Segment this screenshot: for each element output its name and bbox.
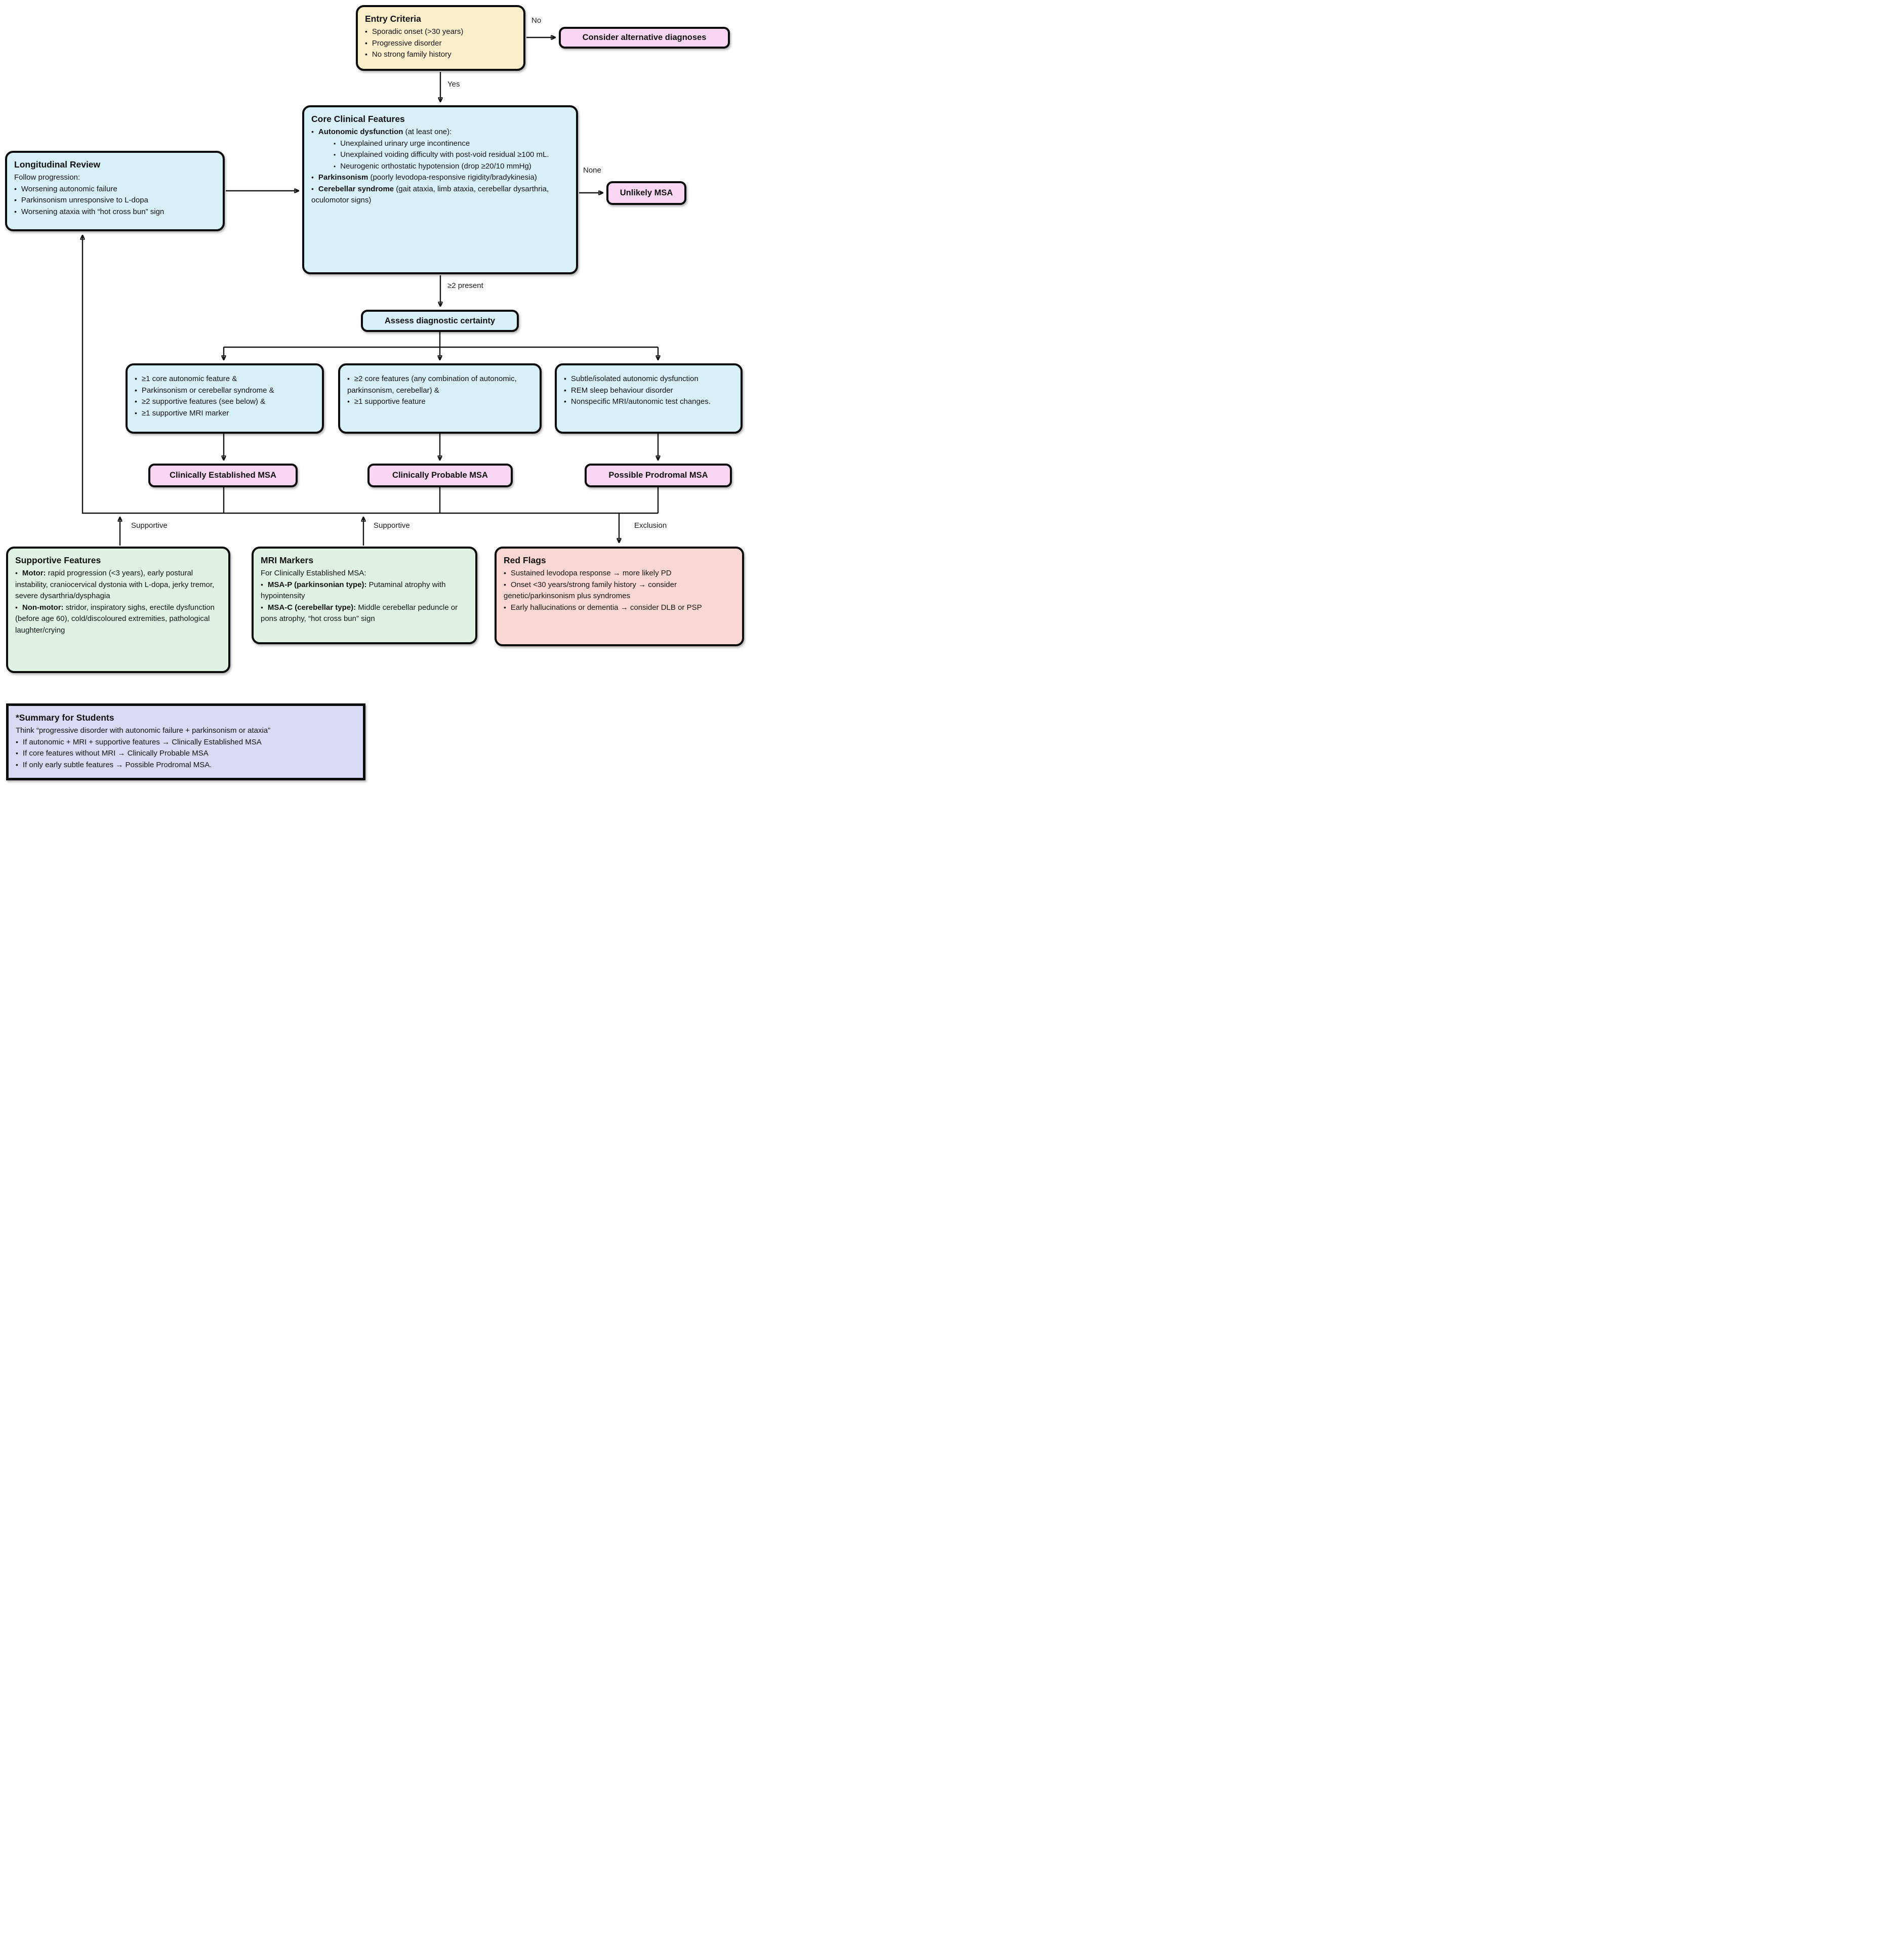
red-flags-box [495,547,744,646]
box-title: Longitudinal Review [14,159,101,170]
box-title: Red Flags [504,555,546,565]
list-item: • Worsening autonomic failure [14,184,216,195]
core-clinical-features-box [302,105,578,274]
entry-criteria-box [356,5,525,71]
box-title: Consider alternative diagnoses [582,33,707,43]
edge-label-supportive-left: Supportive [131,521,168,530]
box-intro: Follow progression: [14,173,80,182]
list-item: • Autonomic dysfunction (at least one): [311,127,569,138]
list-item: • ≥1 supportive feature [347,396,532,408]
possible-prodromal-msa-box [585,464,732,487]
box-intro: For Clinically Established MSA: [261,569,366,578]
assess-diagnostic-certainty-box [361,310,519,332]
list-item: • No strong family history [365,49,516,61]
edge-label-ge2-present: ≥2 present [447,281,483,290]
edge-label-no: No [531,16,542,25]
list-item: • ≥1 core autonomic feature & [135,373,315,385]
mri-markers-box [252,547,477,644]
list-item: • If core features without MRI → Clinically Probable MSA [16,748,356,760]
probable-criteria-box [338,363,542,434]
consider-alternative-diagnoses-box [559,27,730,49]
list-item: • Worsening ataxia with “hot cross bun” sign [14,206,216,218]
list-item: • Neurogenic orthostatic hypotension (drop ≥20/10 mmHg) [311,161,569,173]
list-item: • Parkinsonism or cerebellar syndrome & [135,385,315,397]
prodromal-criteria-box [555,363,743,434]
list-item: • MSA-C (cerebellar type): Middle cerebellar peduncle or pons atrophy, “hot cross bun” sign [261,602,468,625]
list-item: • Parkinsonism (poorly levodopa-responsive rigidity/bradykinesia) [311,172,569,184]
box-title: Unlikely MSA [620,188,673,198]
box-title: Clinically Established MSA [170,471,276,480]
unlikely-msa-box [606,181,686,205]
established-criteria-box [126,363,324,434]
edge-label-supportive-mid: Supportive [374,521,410,530]
summary-for-students-box [6,703,365,780]
list-item: • ≥2 core features (any combination of autonomic, parkinsonism, cerebellar) & [347,373,532,396]
list-item: • Unexplained urinary urge incontinence [311,138,569,150]
list-item: • Unexplained voiding difficulty with post-void residual ≥100 mL. [311,149,569,161]
list-item: • Sustained levodopa response → more likely PD [504,568,735,579]
list-item: • Onset <30 years/strong family history → consider genetic/parkinsonism plus syndromes [504,579,735,602]
edge-label-none: None [583,166,601,175]
list-item: • ≥1 supportive MRI marker [135,408,315,420]
list-item: • Progressive disorder [365,38,516,50]
box-intro: Think “progressive disorder with autonomic failure + parkinsonism or ataxia” [16,726,271,735]
box-title: Entry Criteria [365,14,421,24]
box-title: Core Clinical Features [311,114,405,124]
list-item: • If autonomic + MRI + supportive features → Clinically Established MSA [16,737,356,748]
list-item: • REM sleep behaviour disorder [564,385,733,397]
list-item: • Cerebellar syndrome (gait ataxia, limb ataxia, cerebellar dysarthria, oculomotor signs) [311,184,569,206]
list-item: • Sporadic onset (>30 years) [365,26,516,38]
clinically-established-msa-box [148,464,298,487]
box-title: Possible Prodromal MSA [608,471,708,480]
longitudinal-review-box [5,151,225,231]
list-item: • If only early subtle features → Possible Prodromal MSA. [16,760,356,771]
list-item: • MSA-P (parkinsonian type): Putaminal atrophy with hypointensity [261,579,468,602]
list-item: • ≥2 supportive features (see below) & [135,396,315,408]
edge-label-exclusion: Exclusion [634,521,667,530]
box-title: Clinically Probable MSA [392,471,488,480]
box-title: *Summary for Students [16,713,114,723]
box-title: Supportive Features [15,555,101,565]
box-title: MRI Markers [261,555,314,565]
msa-diagnosis-flowchart [0,0,755,784]
branch-line [224,332,658,347]
list-item: • Subtle/isolated autonomic dysfunction [564,373,733,385]
supportive-features-box [6,547,230,673]
clinically-probable-msa-box [367,464,513,487]
list-item: • Motor: rapid progression (<3 years), early postural instability, craniocervical dystonia with L-dopa, jerky tremor, severe dysarthria/dysphagia [15,568,221,602]
list-item: • Non-motor: stridor, inspiratory sighs, erectile dysfunction (before age 60), cold/discoloured extremities, pathological laughter/crying [15,602,221,637]
list-item: • Parkinsonism unresponsive to L-dopa [14,195,216,206]
edge-label-yes: Yes [447,80,460,89]
box-title: Assess diagnostic certainty [384,316,496,325]
list-item: • Early hallucinations or dementia → consider DLB or PSP [504,602,735,614]
list-item: • Nonspecific MRI/autonomic test changes. [564,396,733,408]
